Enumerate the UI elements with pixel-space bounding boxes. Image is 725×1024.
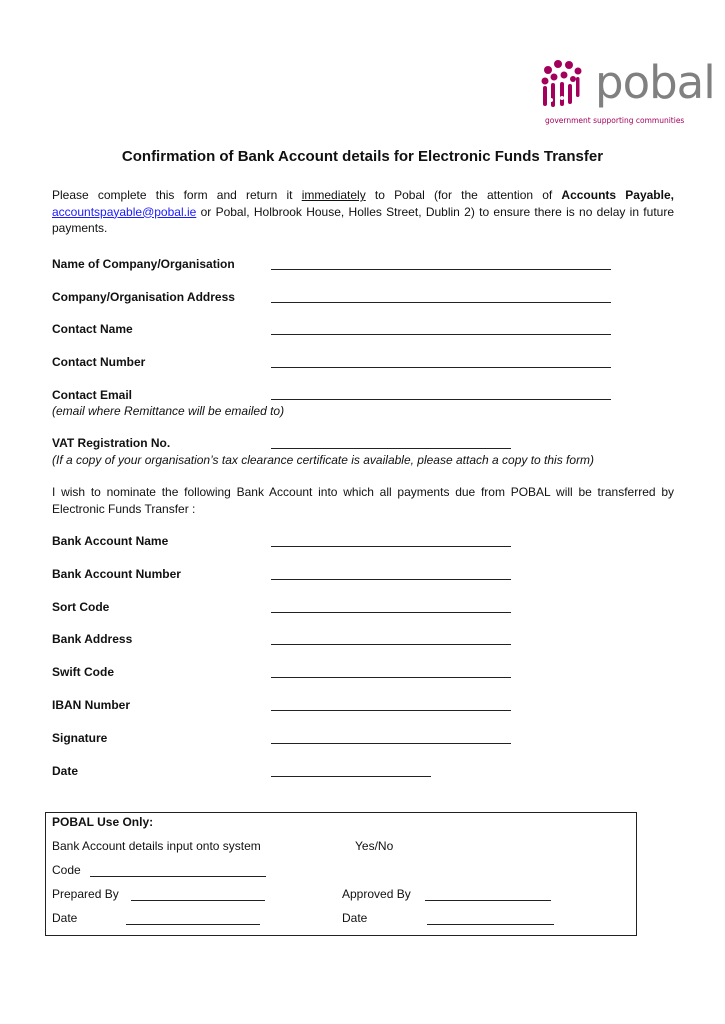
bank-address-field[interactable]	[271, 644, 511, 645]
iban-label: IBAN Number	[52, 698, 131, 712]
box-date-left-label: Date	[52, 911, 78, 925]
prepared-by-label: Prepared By	[52, 887, 119, 901]
company-name-label: Name of Company/Organisation	[52, 257, 235, 271]
contact-email-note: (email where Remittance will be emailed to)	[52, 404, 285, 418]
company-name-field[interactable]	[271, 269, 611, 270]
contact-name-field[interactable]	[271, 334, 611, 335]
intro-text-2: to Pobal (for the attention of	[374, 188, 553, 202]
intro-emphasis: immediately	[301, 188, 366, 202]
code-label: Code	[52, 863, 81, 877]
approved-by-field[interactable]	[425, 900, 551, 901]
intro-text-1: Please complete this form and return it	[52, 188, 293, 202]
vat-note: (If a copy of your organisation’s tax clearance certificate is available, please attach a copy to this form)	[52, 453, 595, 467]
signature-label: Signature	[52, 731, 108, 745]
prepared-by-field[interactable]	[131, 900, 265, 901]
company-address-label: Company/Organisation Address	[52, 290, 235, 304]
accounts-payable-email-link[interactable]: accountspayable@pobal.ie	[52, 204, 197, 219]
nomination-paragraph: I wish to nominate the following Bank Account into which all payments due from POBAL will be transferred by Electronic Funds Transfer :	[52, 485, 674, 516]
intro-paragraph	[52, 187, 674, 237]
box-date-right-field[interactable]	[427, 924, 554, 925]
vat-label: VAT Registration No.	[52, 436, 171, 450]
bank-account-number-field[interactable]	[271, 579, 511, 580]
signature-field[interactable]	[271, 743, 511, 744]
box-date-left-field[interactable]	[126, 924, 260, 925]
date-label: Date	[52, 764, 79, 778]
swift-code-label: Swift Code	[52, 665, 114, 679]
bank-account-name-field[interactable]	[271, 546, 511, 547]
accounts-payable-label: Accounts Payable,	[561, 188, 674, 202]
yes-no-option[interactable]: Yes/No	[355, 839, 394, 853]
bank-account-name-label: Bank Account Name	[52, 534, 169, 548]
pobal-use-only-box	[45, 812, 637, 936]
approved-by-label: Approved By	[342, 887, 411, 901]
intro-text-3: or Pobal, Holbrook House, Holles Street, Dublin 2) to ensure there is no delay in future payments.	[52, 204, 674, 235]
swift-code-field[interactable]	[271, 677, 511, 678]
contact-email-label: Contact Email	[52, 388, 133, 402]
code-field[interactable]	[90, 876, 266, 877]
contact-name-label: Contact Name	[52, 322, 133, 336]
input-onto-system-label: Bank Account details input onto system	[52, 839, 261, 853]
logo-wordmark: pobal	[595, 56, 715, 109]
sort-code-label: Sort Code	[52, 600, 110, 614]
vat-field[interactable]	[271, 448, 511, 449]
contact-email-field[interactable]	[271, 399, 611, 400]
contact-number-label: Contact Number	[52, 355, 146, 369]
iban-field[interactable]	[271, 710, 511, 711]
box-date-right-label: Date	[342, 911, 368, 925]
pobal-figures-icon	[540, 56, 596, 112]
bank-address-label: Bank Address	[52, 632, 133, 646]
pobal-logo	[540, 56, 715, 128]
pobal-box-heading: POBAL Use Only:	[52, 815, 154, 829]
date-field[interactable]	[271, 776, 431, 777]
company-address-field[interactable]	[271, 302, 611, 303]
page-title: Confirmation of Bank Account details for Electronic Funds Transfer	[121, 148, 604, 165]
contact-number-field[interactable]	[271, 367, 611, 368]
sort-code-field[interactable]	[271, 612, 511, 613]
logo-tagline: government supporting communities	[545, 116, 685, 125]
bank-account-number-label: Bank Account Number	[52, 567, 181, 581]
